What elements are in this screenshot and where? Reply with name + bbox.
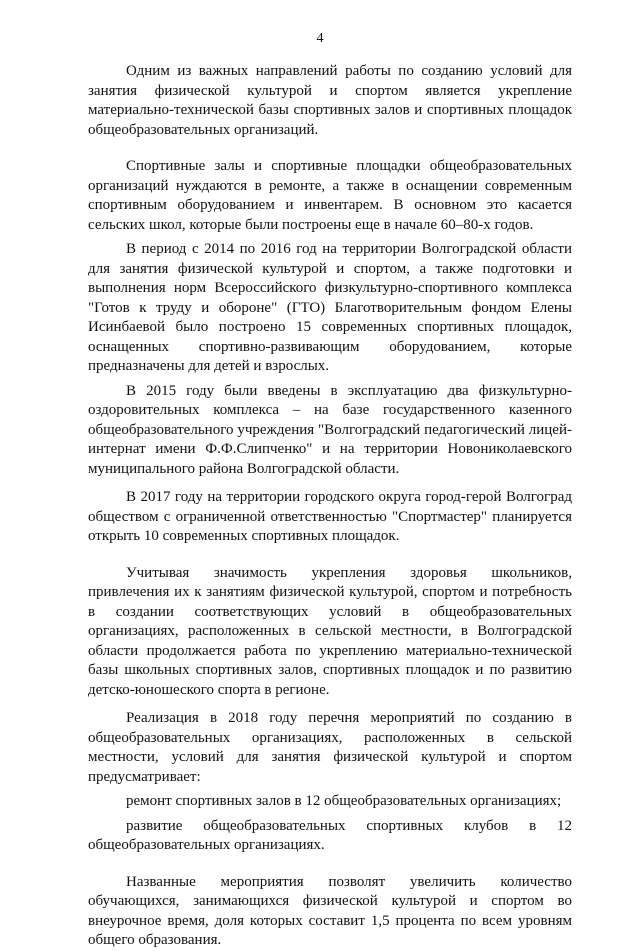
paragraph-5: В 2017 году на территории городского округа город-герой Волгоград обществом с ограниченной ответственностью "Спортмастер" планируется открыть 10 современных спортивных площадок. [88,489,572,544]
paragraph-1: Одним из важных направлений работы по созданию условий для занятия физической культурой и спортом является укрепление материально-технической базы спортивных залов и спортивных площадок общеобразовательных организаций. [88,63,572,138]
list-item-2: развитие общеобразовательных спортивных клубов в 12 общеобразовательных организациях. [88,817,572,853]
paragraph-7: Реализация в 2018 году перечня мероприятий по созданию в общеобразовательных организациях, расположенных в сельской местности, условий для занятия физической культурой и спортом предусматривает: [88,710,572,785]
paragraph-2: Спортивные залы и спортивные площадки общеобразовательных организаций нуждаются в ремонте, а также в оснащении современным спортивным оборудованием и инвентарем. В основном это касается сельских школ, которые были построены еще в начале 60–80-х годов. [88,158,572,233]
paragraph-8: Названные мероприятия позволят увеличить количество обучающихся, занимающихся физической культурой и спортом во внеурочное время, доля которых составит 1,5 процента по всем уровням общего образования. [88,873,572,948]
document-body [88,62,572,951]
list-item-1: ремонт спортивных залов в 12 общеобразовательных организациях; [126,793,562,809]
paragraph-3: В период с 2014 по 2016 год на территории Волгоградской области для занятия физической культурой и спортом, а также подготовки и выполнения норм Всероссийского физкультурно-спортивного комплекса "Готов к труду и обороне" (ГТО) Благотворительным фондом Елены Исинбаевой было построено 15 современных спортивных площадок, оснащенных спортивно-развивающим оборудованием, которые предназначены для детей и взрослых. [88,241,572,374]
paragraph-6: Учитывая значимость укрепления здоровья школьников, привлечения их к занятиям физической культурой, спортом и потребность в создании соответствующих условий в общеобразовательных организациях, расположенных в сельской местности, в Волгоградской области продолжается работа по укреплению материально-технической базы школьных спортивных залов, спортивных площадок и по развитию детско-юношеского спорта в регионе. [88,564,572,698]
paragraph-4: В 2015 году были введены в эксплуатацию два физкультурно-оздоровительных комплекса – на базе государственного казенного общеобразовательного учреждения "Волгоградский педагогический лицей-интернат имени Ф.Ф.Слипченко" и на территории Новониколаевского муниципального района Волгоградской области. [88,382,572,477]
page-number: 4 [316,31,324,46]
